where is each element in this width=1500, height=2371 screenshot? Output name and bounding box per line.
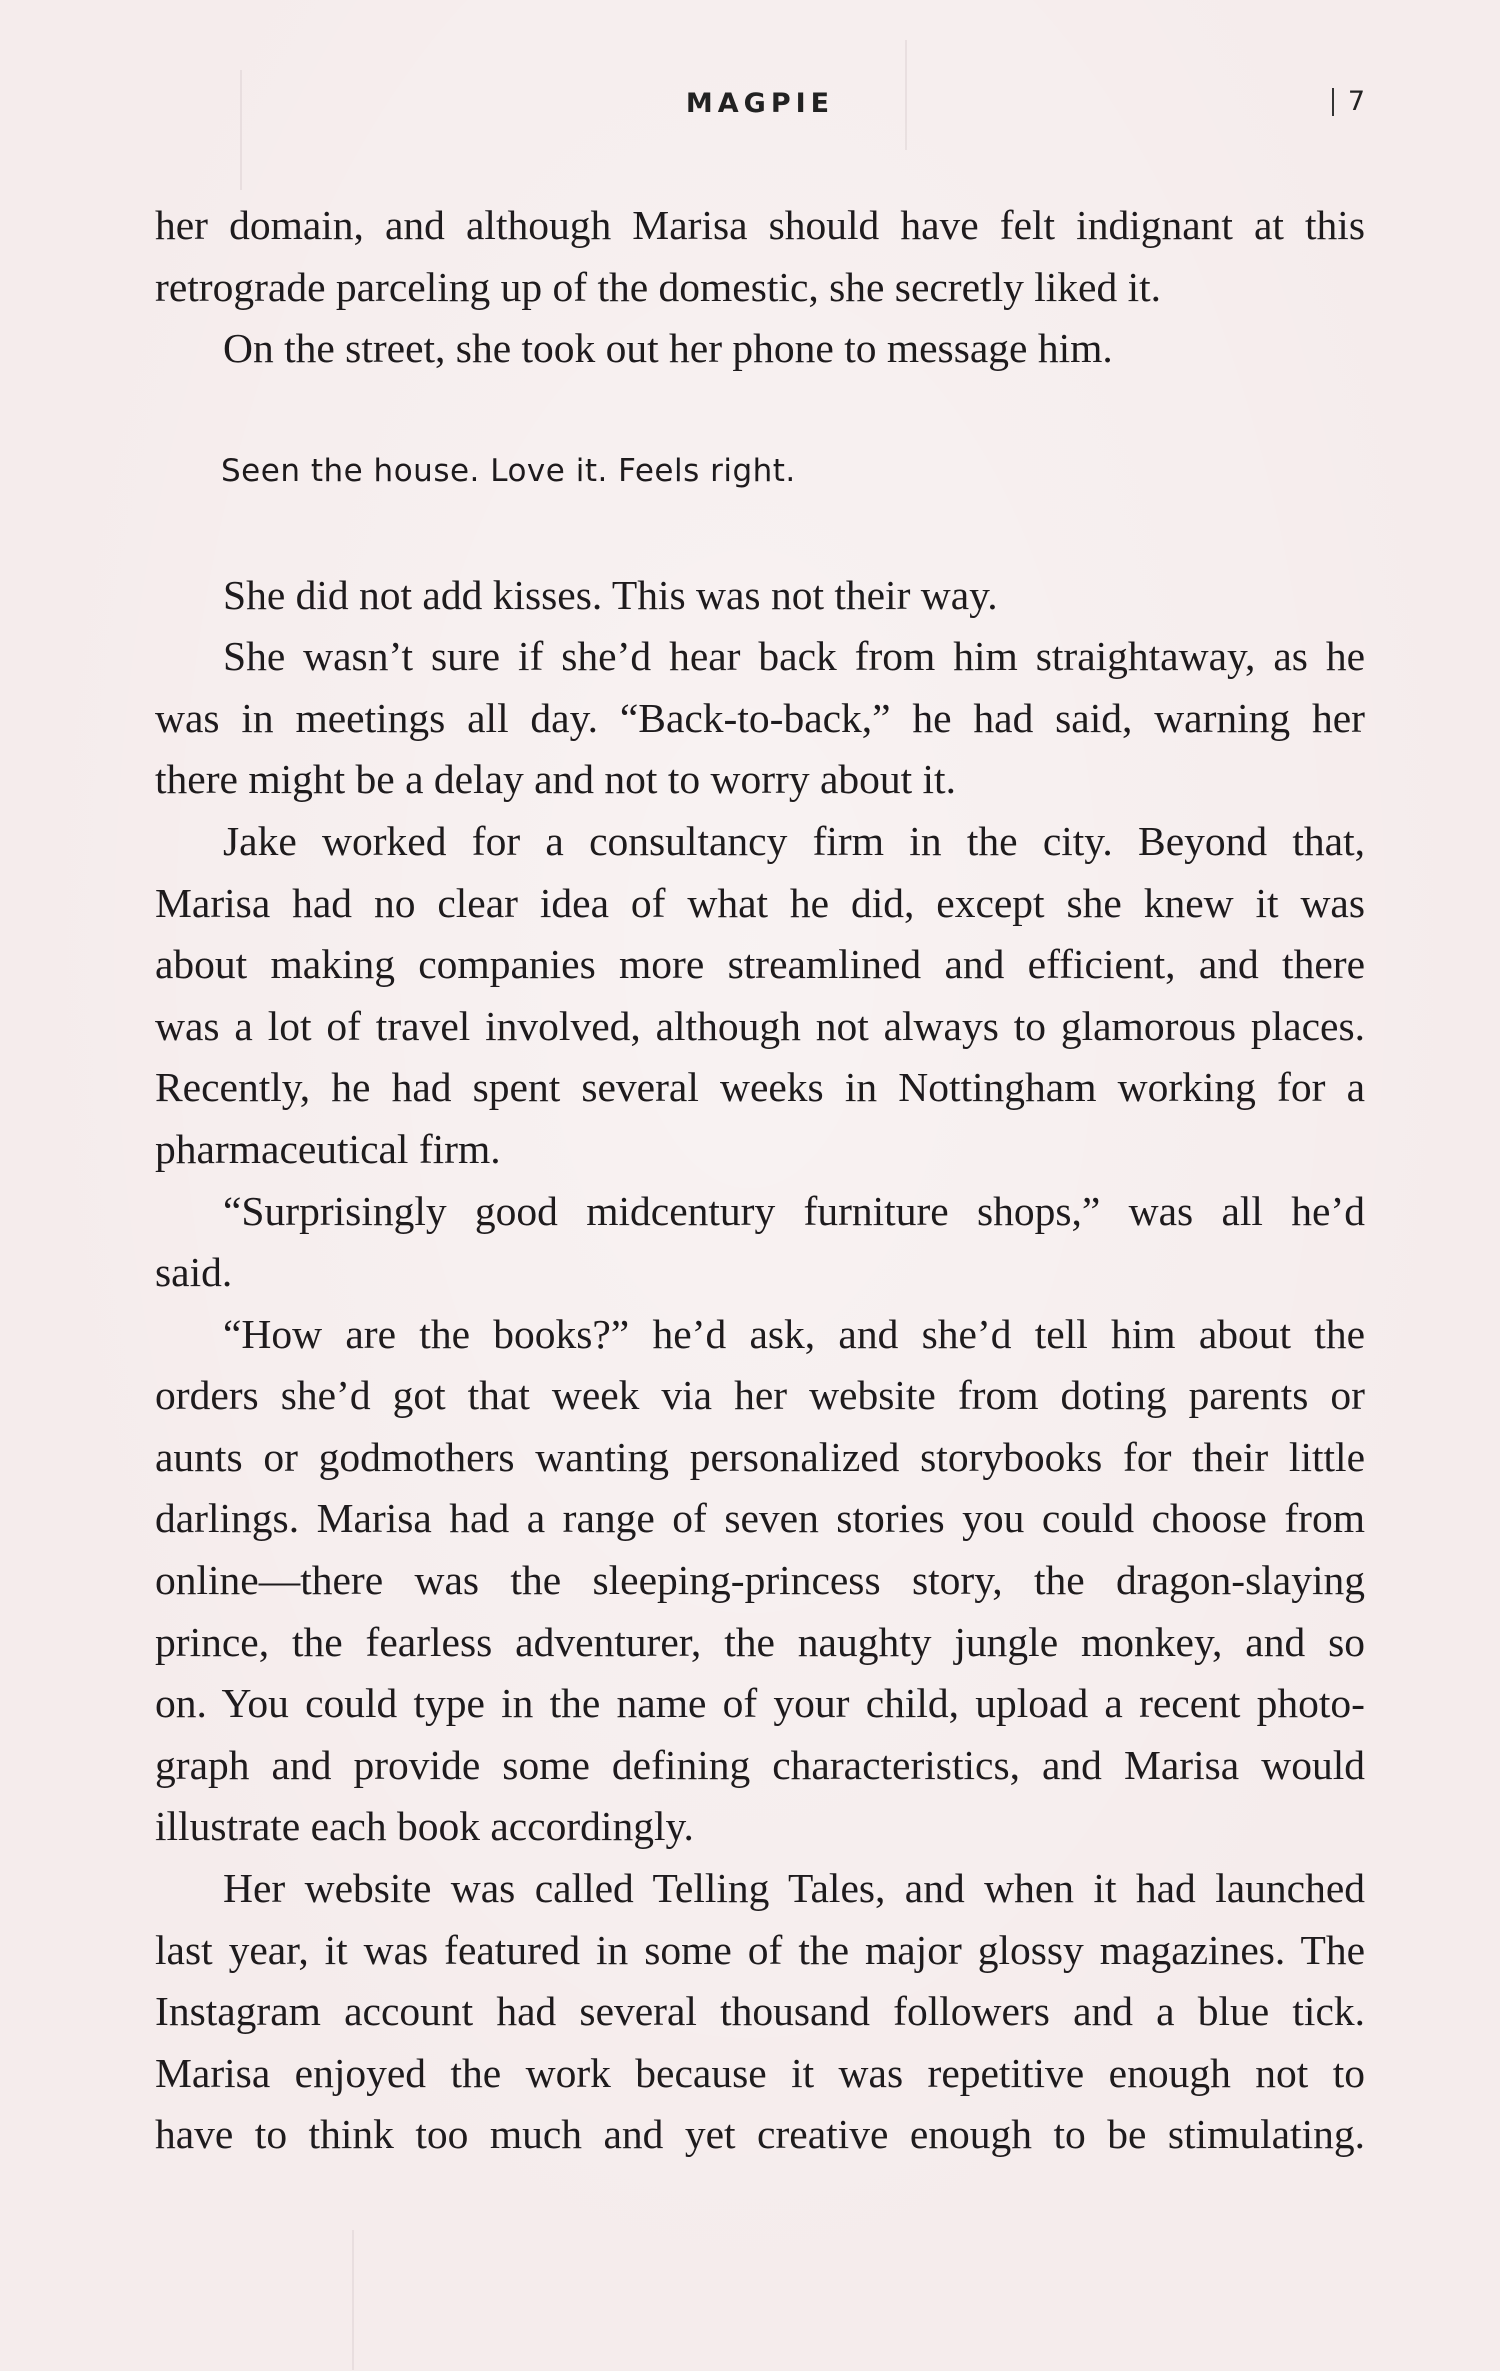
text-line: was in meetings all day. “Back-to-back,” he had said, warning her bbox=[155, 694, 1365, 741]
scan-artifact bbox=[352, 2230, 354, 2370]
text-line: Jake worked for a consultancy firm in the city. Beyond that, bbox=[223, 817, 1365, 864]
text-line: her domain, and although Marisa should have felt indignant at this bbox=[155, 202, 1365, 248]
text-line: said. bbox=[155, 1249, 233, 1296]
text-line: aunts or godmothers wanting personalized storybooks for their little bbox=[155, 1433, 1365, 1480]
text-line: was a lot of travel involved, although not always to glamorous places. bbox=[155, 1002, 1365, 1049]
text-line: online—there was the sleeping-princess story, the dragon-slaying bbox=[155, 1557, 1365, 1604]
text-line: about making companies more streamlined and efficient, and there bbox=[155, 941, 1365, 988]
body-text bbox=[155, 195, 1365, 2166]
text-line: pharmaceutical firm. bbox=[155, 1125, 501, 1172]
running-head bbox=[155, 84, 1365, 128]
text-line: “Surprisingly good midcentury furniture shops,” was all he’d bbox=[223, 1187, 1365, 1234]
text-line: have to think too much and yet creative enough to be stimulating. bbox=[155, 2111, 1365, 2158]
text-line: prince, the fearless adventurer, the naughty jungle monkey, and so bbox=[155, 1618, 1365, 1665]
text-line: orders she’d got that week via her website from doting parents or bbox=[155, 1372, 1365, 1419]
text-line: On the street, she took out her phone to message him. bbox=[223, 325, 1113, 372]
text-line: there might be a delay and not to worry about it. bbox=[155, 756, 956, 803]
text-line: darlings. Marisa had a range of seven stories you could choose from bbox=[155, 1495, 1365, 1542]
paragraph-gap bbox=[155, 380, 1365, 442]
text-line: Marisa enjoyed the work because it was repetitive enough not to bbox=[155, 2049, 1365, 2096]
text-message: Seen the house. Love it. Feels right. bbox=[221, 453, 796, 490]
book-title: MAGPIE bbox=[685, 88, 835, 119]
text-line: “How are the books?” he’d ask, and she’d tell him about the bbox=[223, 1310, 1365, 1357]
text-line: Instagram account had several thousand followers and a blue tick. bbox=[155, 1988, 1365, 2035]
text-line: She did not add kisses. This was not their way. bbox=[223, 571, 998, 618]
text-line: retrograde parceling up of the domestic, she secretly liked it. bbox=[155, 263, 1162, 310]
text-line: graph and provide some defining characteristics, and Marisa would bbox=[155, 1741, 1365, 1788]
text-line: Marisa had no clear idea of what he did, except she knew it was bbox=[155, 879, 1365, 926]
paragraph-gap bbox=[155, 503, 1365, 565]
page-number: 7 bbox=[1332, 88, 1365, 116]
text-line: illustrate each book accordingly. bbox=[155, 1803, 694, 1850]
text-line: Her website was called Telling Tales, and when it had launched bbox=[223, 1865, 1365, 1912]
text-line: She wasn’t sure if she’d hear back from him straightaway, as he bbox=[223, 633, 1365, 680]
text-line: on. You could type in the name of your child, upload a recent photo- bbox=[155, 1680, 1365, 1727]
text-line: last year, it was featured in some of the major glossy magazines. The bbox=[155, 1926, 1365, 1973]
text-line: Recently, he had spent several weeks in Nottingham working for a bbox=[155, 1064, 1365, 1111]
